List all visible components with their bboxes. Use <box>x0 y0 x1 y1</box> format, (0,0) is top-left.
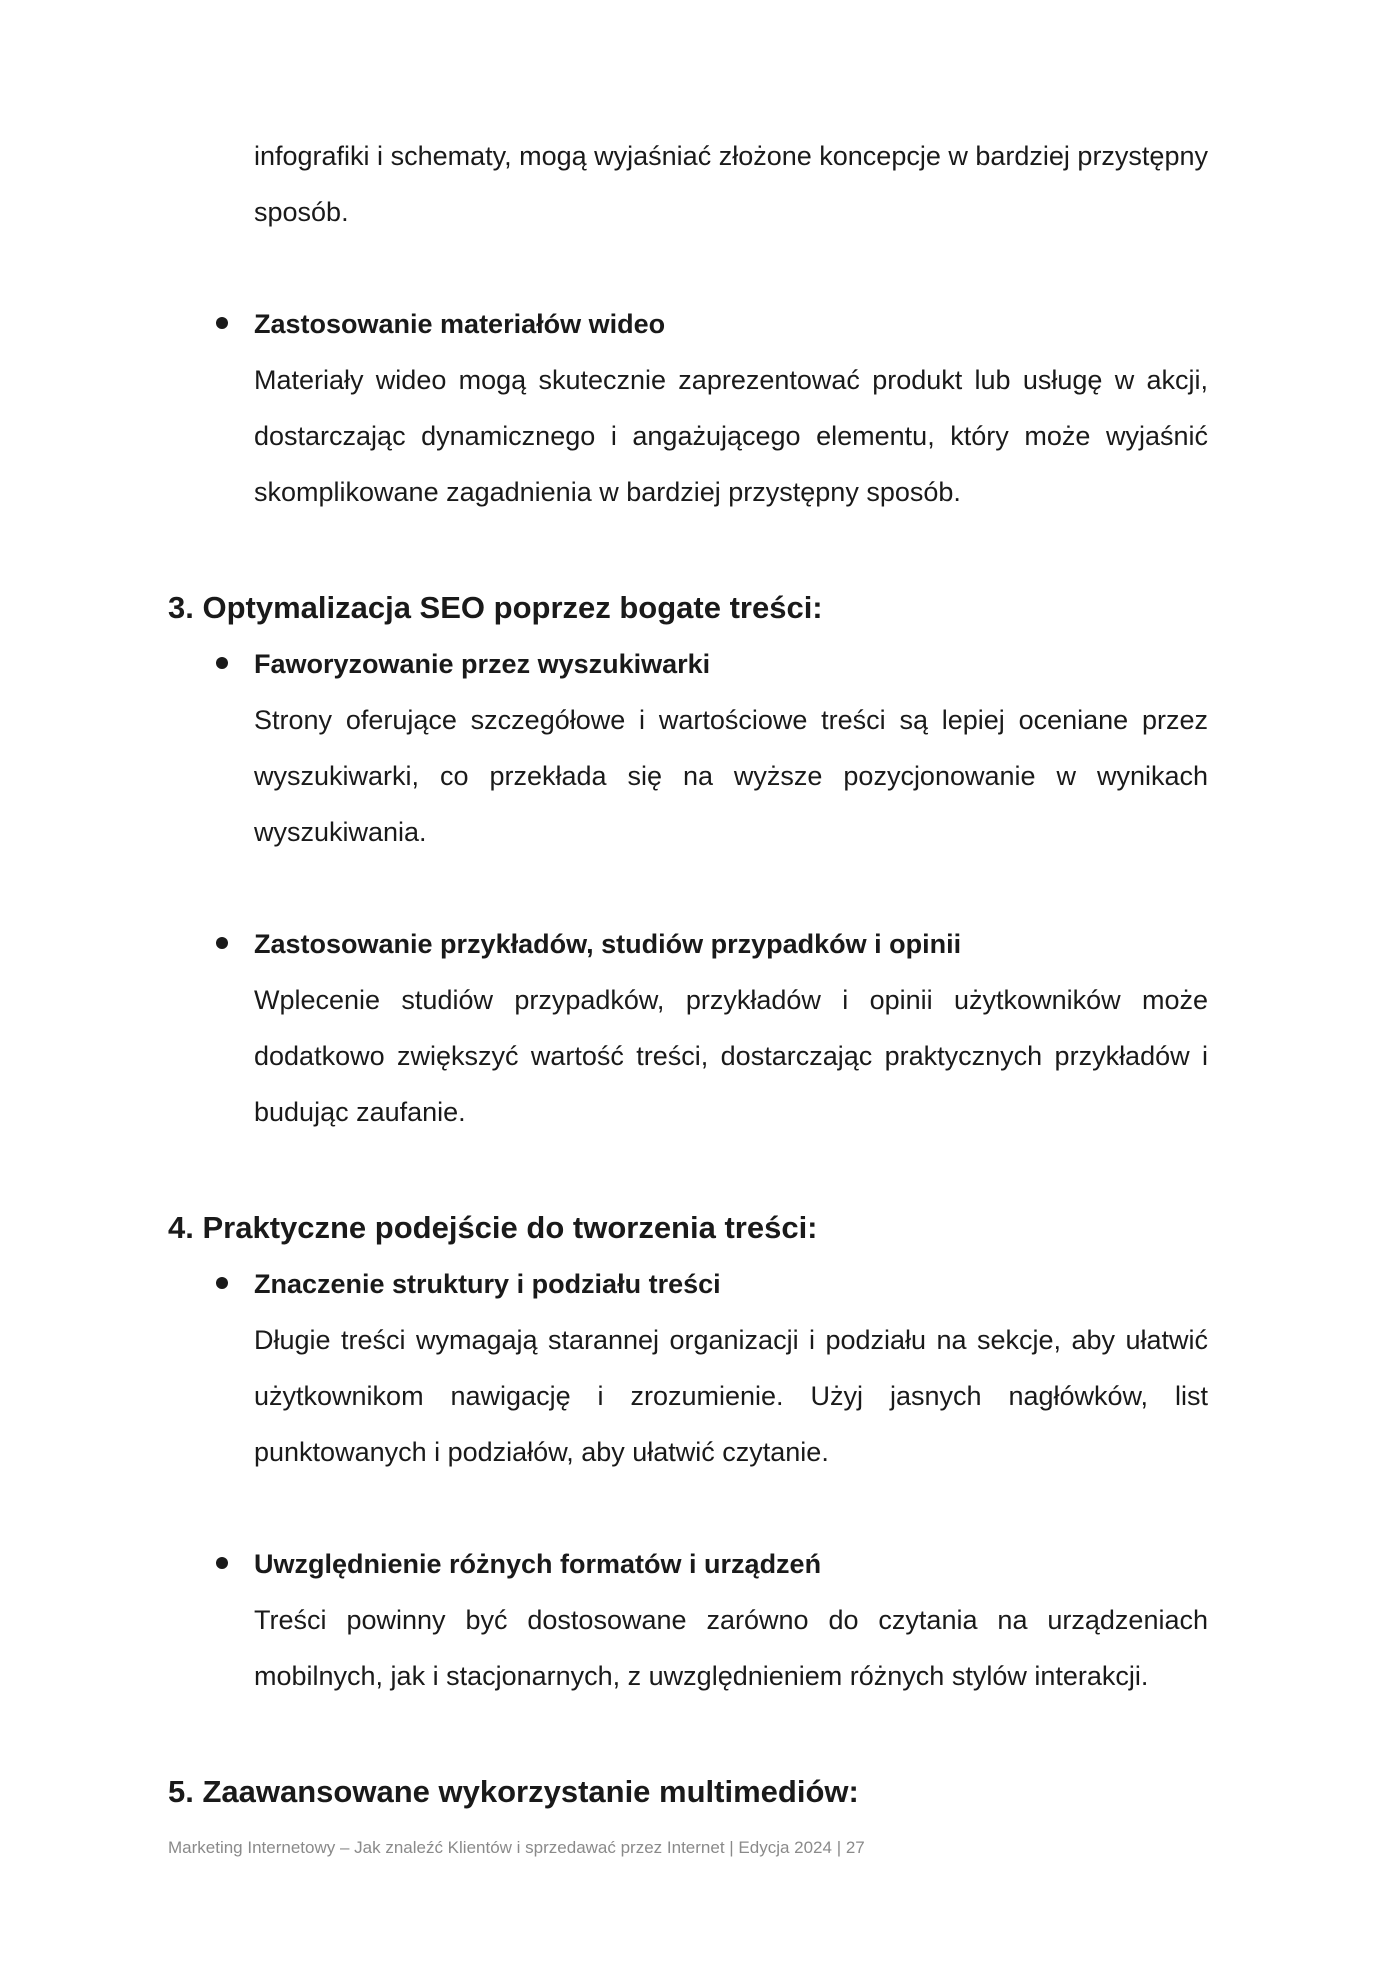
page-footer: Marketing Internetowy – Jak znaleźć Klientów i sprzedawać przez Internet | Edycja 2024 | 27 <box>168 1838 865 1857</box>
bullet-item-title <box>254 636 1208 692</box>
bullet-title-text: Uwzględnienie różnych formatów i urządzeń <box>254 1549 822 1579</box>
bullet-item-body: Długie treści wymagają starannej organizacji i podziału na sekcje, aby ułatwić użytkownikom nawigację i zrozumienie. Użyj jasnych nagłówków, list punktowanych i podziałów, aby ułatwić czytanie. <box>254 1325 1208 1467</box>
bullet-title-text: Zastosowanie materiałów wideo <box>254 309 666 339</box>
bullet-title-text: Faworyzowanie przez wyszukiwarki <box>254 649 711 679</box>
bullet-item-body: Treści powinny być dostosowane zarówno do czytania na urządzeniach mobilnych, jak i stacjonarnych, z uwzględnieniem różnych stylów interakcji. <box>254 1605 1208 1691</box>
bullet-item-title <box>254 296 1208 352</box>
section-heading: 3. Optymalizacja SEO poprzez bogate treści: <box>168 590 823 625</box>
bullet-item-body: Wplecenie studiów przypadków, przykładów i opinii użytkowników może dodatkowo zwiększyć wartość treści, dostarczając praktycznych przykładów i budując zaufanie. <box>254 985 1208 1127</box>
continuation-paragraph: infografiki i schematy, mogą wyjaśniać złożone koncepcje w bardziej przystępny sposób. <box>254 141 1208 227</box>
bullet-item-title <box>254 916 1208 972</box>
section-heading: 5. Zaawansowane wykorzystanie multimediów: <box>168 1774 859 1809</box>
bullet-dot-icon <box>216 657 228 669</box>
section-heading: 4. Praktyczne podejście do tworzenia treści: <box>168 1210 818 1245</box>
bullet-dot-icon <box>216 937 228 949</box>
bullet-dot-icon <box>216 1277 228 1289</box>
page-content <box>168 128 1208 1820</box>
bullet-item-body: Materiały wideo mogą skutecznie zaprezentować produkt lub usługę w akcji, dostarczając dynamicznego i angażującego elementu, który może wyjaśnić skomplikowane zagadnienia w bardziej przystępny sposób. <box>254 365 1208 507</box>
bullet-title-text: Znaczenie struktury i podziału treści <box>254 1269 721 1299</box>
bullet-dot-icon <box>216 317 228 329</box>
bullet-dot-icon <box>216 1557 228 1569</box>
bullet-title-text: Zastosowanie przykładów, studiów przypadków i opinii <box>254 929 962 959</box>
bullet-item-body: Strony oferujące szczegółowe i wartościowe treści są lepiej oceniane przez wyszukiwarki, co przekłada się na wyższe pozycjonowanie w wynikach wyszukiwania. <box>254 705 1208 847</box>
bullet-item-title <box>254 1256 1208 1312</box>
bullet-item-title <box>254 1536 1208 1592</box>
